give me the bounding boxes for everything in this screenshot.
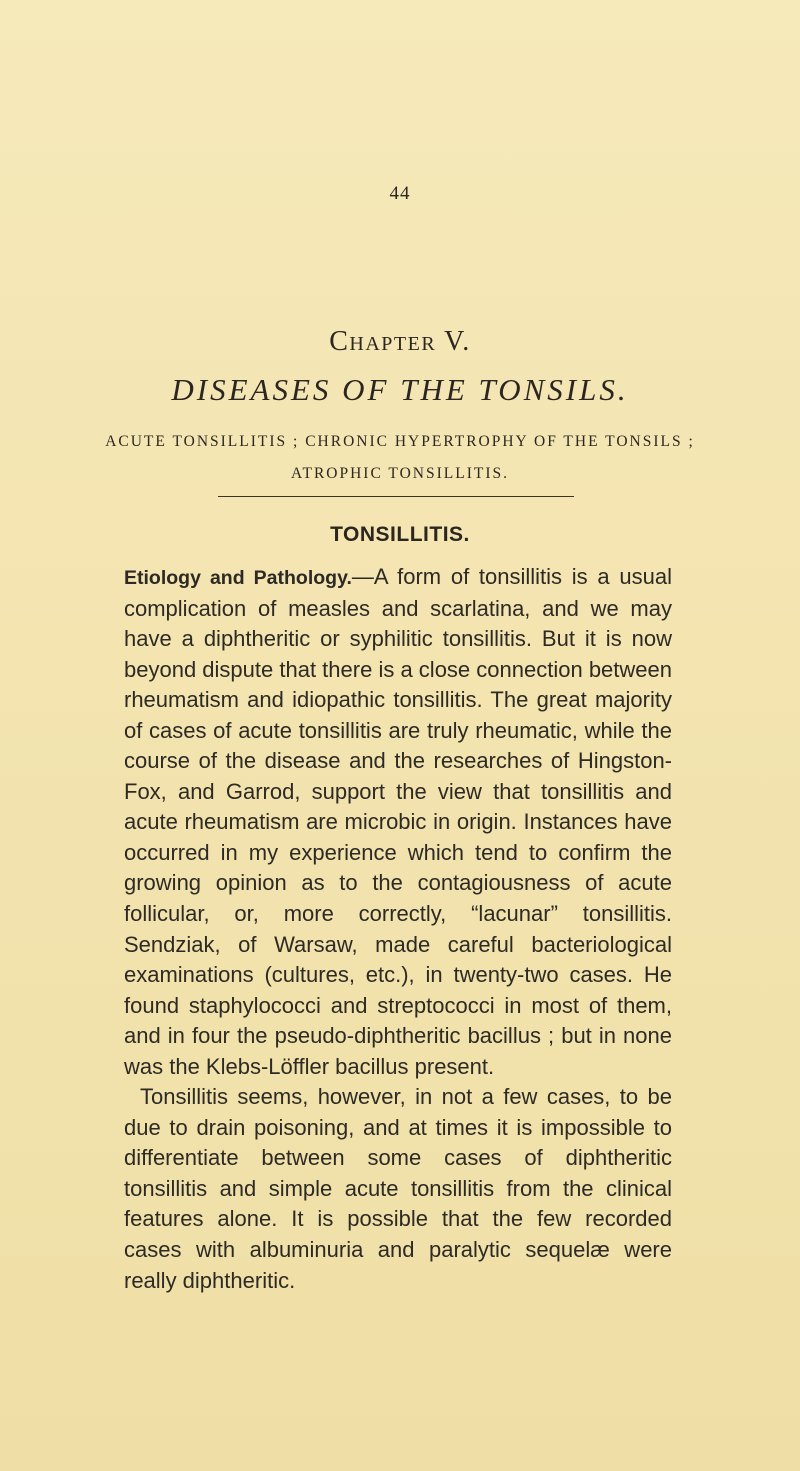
chapter-contents bbox=[90, 426, 710, 490]
paragraph-text: —A form of tonsillitis is a usual complication of measles and scarlatina, and we may have a diphtheritic or syphilitic tonsillitis. But it is now beyond dispute that there is a close connection between rheumatism and idiopathic tonsillitis. The great majority of cases of acute tonsillitis are truly rheumatic, while the course of the disease and the researches of Hingston-Fox, and Garrod, support the view that tonsillitis and acute rheumatism are microbic in origin. Instances have occurred in my experience which tend to confirm the growing opinion as to the contagiousness of acute follicular, or, more correctly, “lacunar” tonsillitis. Sendziak, of Warsaw, made careful bacteriological examinations (cultures, etc.), in twenty-two cases. He found staphylococci and streptococci in most of them, and in four the pseudo-diphtheritic bacillus ; but in none was the Klebs-Löffler bacillus present. bbox=[124, 564, 672, 1079]
page-number: 44 bbox=[389, 183, 411, 204]
contents-line: ACUTE TONSILLITIS ; CHRONIC HYPERTROPHY OF THE TONSILS ; bbox=[105, 433, 695, 450]
section-divider bbox=[218, 496, 574, 497]
chapter-title: DISEASES OF THE TONSILS. bbox=[171, 372, 629, 407]
paragraph-text: Tonsillitis seems, however, in not a few cases, to be due to drain poisoning, and at times it is impossible to differentiate between some cases of diphtheritic tonsillitis and simple acute tonsillitis from the clinical features alone. It is possible that the few recorded cases with albuminuria and paralytic sequelæ were really diphtheritic. bbox=[124, 1084, 672, 1293]
chapter-label: Chapter V. bbox=[329, 326, 471, 357]
run-in-heading: Etiology and Pathology. bbox=[124, 567, 352, 589]
paragraph bbox=[124, 1082, 672, 1296]
contents-line: ATROPHIC TONSILLITIS. bbox=[291, 465, 509, 482]
body-text bbox=[124, 562, 672, 1296]
paragraph bbox=[124, 562, 672, 1082]
section-heading: TONSILLITIS. bbox=[330, 523, 470, 546]
